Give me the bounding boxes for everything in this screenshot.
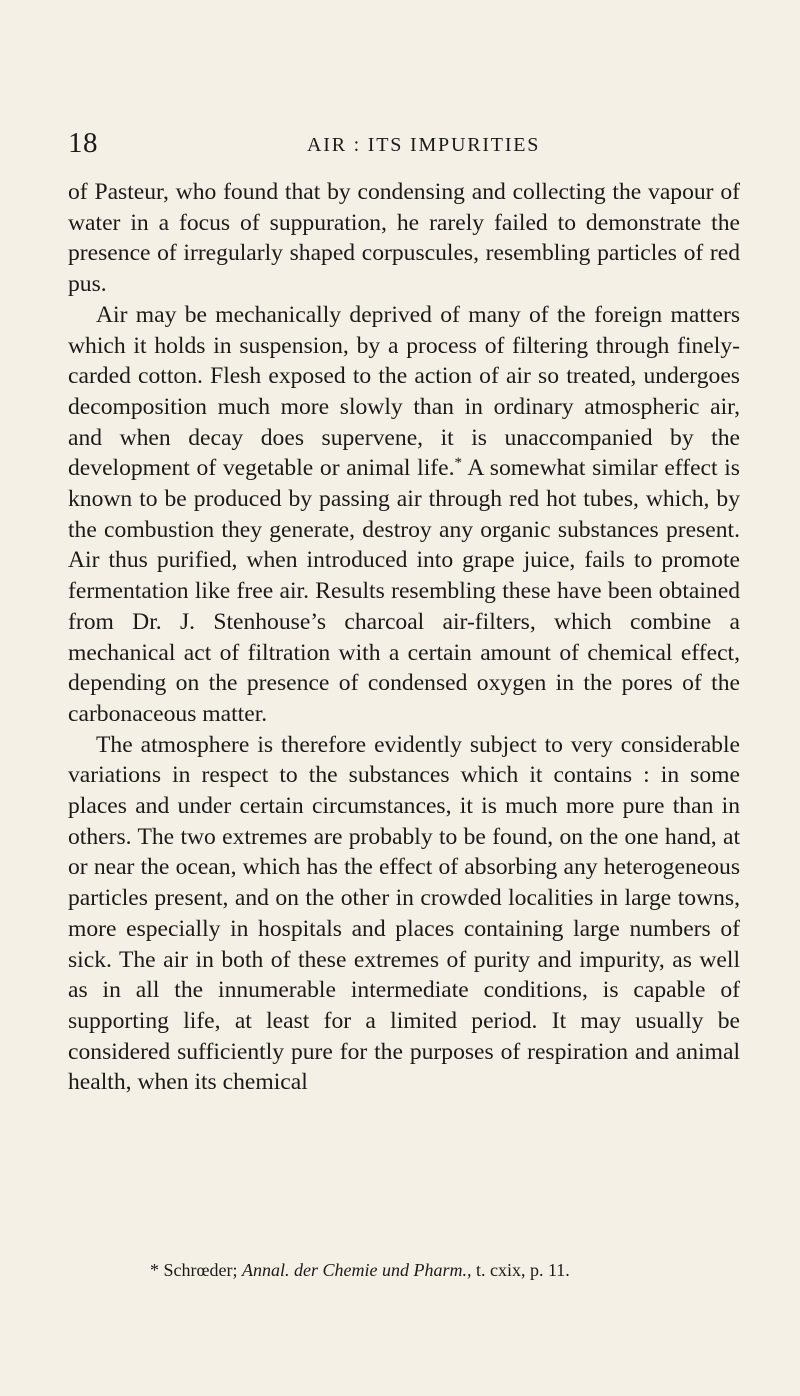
footnote-marker: * [150,1260,159,1280]
running-head: AIR : ITS IMPURITIES [307,134,541,156]
footnote-citation: t. cxix, p. 11. [475,1260,570,1280]
footnote [150,1259,750,1281]
paragraph-2-text-b: A somewhat similar effect is known to be produced by passing air through red hot tubes, which, by the combustion they generate, destroy any organic substances present. Air thus purified, when introduced into grape juice, fails to promote fermentation like free air. Results resembling these have been obtained from Dr. J. Stenhouse’s charcoal air-filters, which combine a mechanical act of filtration with a certain amount of chemical effect, depending on the presence of condensed oxygen in the pores of the carbonaceous matter. [68,455,740,727]
footnote-reference: * [454,455,462,472]
footnote-journal: Annal. der Chemie und Pharm., [241,1260,472,1280]
footnote-author: Schrœder; [163,1260,238,1280]
paragraph-2-text-a: Air may be mechanically deprived of many of the foreign matters which it holds in suspension, by a process of filtering through finely-carded cotton. Flesh exposed to the action of air so treated, undergoes decomposition much more slowly than in ordinary atmospheric air, and when decay does supervene, it is unaccompanied by the development of vegetable or animal life. [68,301,740,482]
paragraph-2 [68,300,740,730]
paragraph-3: The atmosphere is therefore evidently subject to very considerable variations in respect to the substances which it contains : in some places and under certain circumstances, it is much more pure than in others. The two extremes are probably to be found, on the one hand, at or near the ocean, which has the effect of absorbing any heterogeneous particles present, and on the other in crowded localities in large towns, more especially in hospitals and places containing large numbers of sick. The air in both of these extremes of purity and impurity, as well as in all the innumerable intermediate conditions, is capable of supporting life, at least for a limited period. It may usually be considered sufficiently pure for the purposes of respiration and animal health, when its chemical [68,731,740,1096]
paragraph-1: of Pasteur, who found that by condensing and collecting the vapour of water in a focus of suppuration, he rarely failed to demonstrate the presence of irregularly shaped corpuscules, resembling particles of red pus. [68,179,740,298]
page-header [68,127,732,167]
body-text [68,177,740,1098]
page-number: 18 [68,127,98,159]
